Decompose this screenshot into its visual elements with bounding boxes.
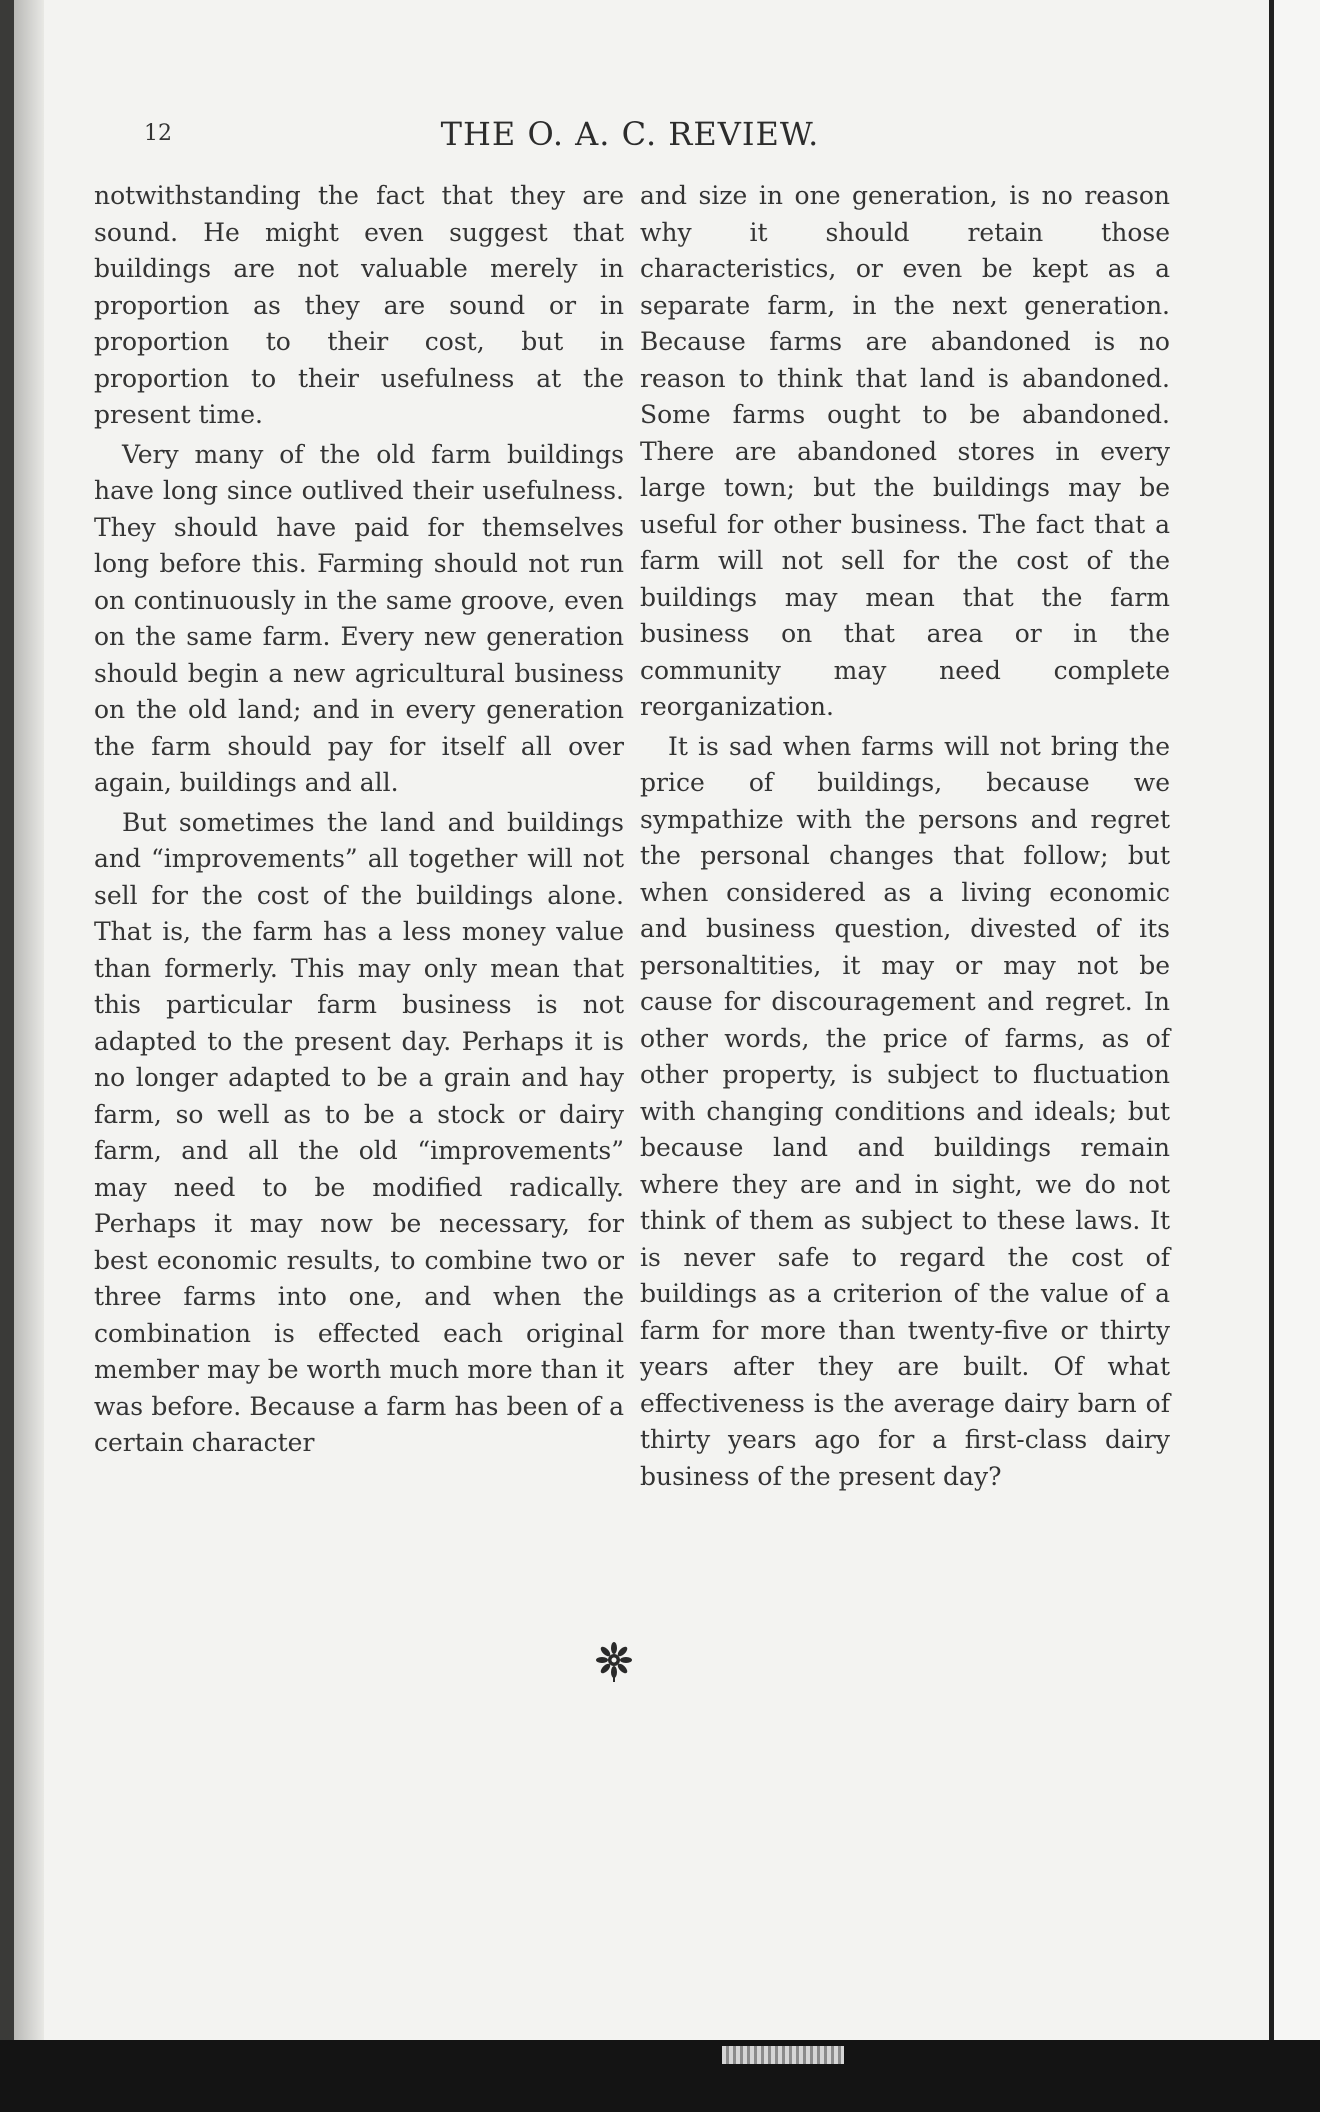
paragraph: notwithstanding the fact that they are sound. He might even suggest that buildings are not valuable merely in proportion as they are sound or in proportion to their cost, but in proportion to their usefulness at the present time. [94,181,624,429]
scan-bottom-tab [722,2046,844,2064]
paragraph: Very many of the old farm buildings have long since outlived their usefulness. They should have paid for themselves long before this. Farming should not run on continuously in the same groove, even on the same farm. Every new generation should begin a new agricultural business on the old land; and in every generation the farm should pay for itself all over again, buildings and all. [94,439,624,797]
flower-ornament-icon [592,1640,636,1684]
scan-left-margin [0,0,14,2040]
paragraph: and size in one generation, is no reason why it should retain those characteristics, or even be kept as a separate farm, in the next generation. Because farms are abandoned is no reason to think that land is abandoned. Some farms ought to be abandoned. There are abandoned stores in every large town; but the buildings may be useful for other business. The fact that a farm will not sell for the cost of the buildings may mean that the farm business on that area or in the community may need complete reorganization. [640,181,1170,721]
page-right-edge [1269,0,1320,2040]
left-column [94,178,624,1465]
paragraph: It is sad when farms will not bring the price of buildings, because we sympathize with the persons and regret the personal changes that follow; but when considered as a living economic and business question, divested of its personaltities, it may or may not be cause for discouragement and regret. In other words, the price of farms, as of other property, is subject to fluctuation with changing conditions and ideals; but because land and buildings remain where they are and in sight, we do not think of them as subject to these laws. It is never safe to regard the cost of buildings as a criterion of the value of a farm for more than twenty-five or thirty years after they are built. Of what effectiveness is the average dairy barn of thirty years ago for a first-class dairy business of the present day? [640,731,1170,1491]
running-title: THE O. A. C. REVIEW. [440,115,820,153]
page-header [0,112,1320,156]
scan-bottom-bar [0,2040,1320,2112]
paragraph: But sometimes the land and buildings and “improvements” all together will not sell for the cost of the buildings alone. That is, the farm has a less money value than formerly. This may only mean that this particular farm business is not adapted to the present day. Perhaps it is no longer adapted to be a grain and hay farm, so well as to be a stock or dairy farm, and all the old “improvements” may need to be modified radically. Perhaps it may now be necessary, for best economic results, to combine two or three farms into one, and when the combination is effected each original member may be worth much more than it was before. Because a farm has been of a certain character [94,807,624,1457]
page-number: 12 [144,121,172,146]
page-binding-shadow [14,0,44,2040]
right-column [640,178,1170,1498]
